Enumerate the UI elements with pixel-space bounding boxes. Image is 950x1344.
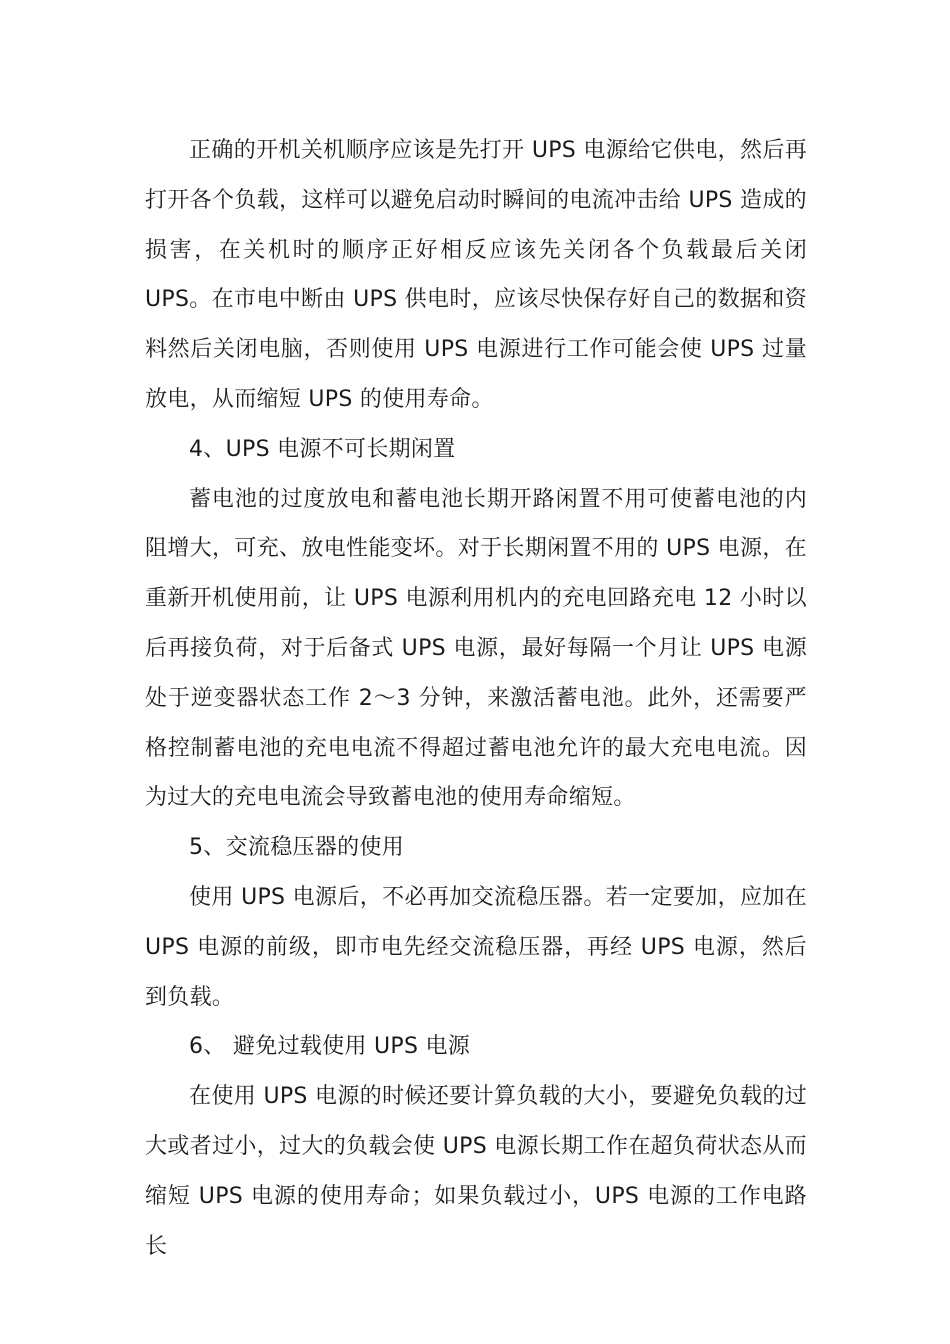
- document-body: [145, 126, 807, 1271]
- paragraph-startup-order: 正确的开机关机顺序应该是先打开 UPS 电源给它供电，然后再打开各个负载，这样可以避免启动时瞬间的电流冲击给 UPS 造成的损害，在关机时的顺序正好相反应该先关闭各个负载最后关闭UPS。在市电中断由 UPS 供电时，应该尽快保存好自己的数据和资料然后关闭电脑，否则使用 UPS 电源进行工作可能会使 UPS 过量放电，从而缩短 UPS 的使用寿命。: [145, 138, 807, 412]
- paragraph-stabilizer: 使用 UPS 电源后，不必再加交流稳压器。若一定要加，应加在UPS 电源的前级，即市电先经交流稳压器，再经 UPS 电源，然后到负载。: [145, 884, 807, 1010]
- section-heading-5: 5、交流稳压器的使用: [189, 835, 404, 861]
- paragraph-overload: 在使用 UPS 电源的时候还要计算负载的大小，要避免负载的过大或者过小，过大的负载会使 UPS 电源长期工作在超负荷状态从而缩短 UPS 电源的使用寿命；如果负载过小，UPS 电源的工作电路长: [145, 1084, 807, 1259]
- section-heading-6: 6、 避免过载使用 UPS 电源: [189, 1034, 471, 1060]
- paragraph-idle-battery: 蓄电池的过度放电和蓄电池长期开路闲置不用可使蓄电池的内阻增大，可充、放电性能变坏。对于长期闲置不用的 UPS 电源，在重新开机使用前，让 UPS 电源利用机内的充电回路充电 12 小时以后再接负荷，对于后备式 UPS 电源，最好每隔一个月让 UPS 电源处于逆变器状态工作 2～3 分钟，来激活蓄电池。此外，还需要严格控制蓄电池的充电电流不得超过蓄电池允许的最大充电电流。因为过大的充电电流会导致蓄电池的使用寿命缩短。: [145, 486, 807, 811]
- section-heading-4: 4、UPS 电源不可长期闲置: [189, 436, 456, 462]
